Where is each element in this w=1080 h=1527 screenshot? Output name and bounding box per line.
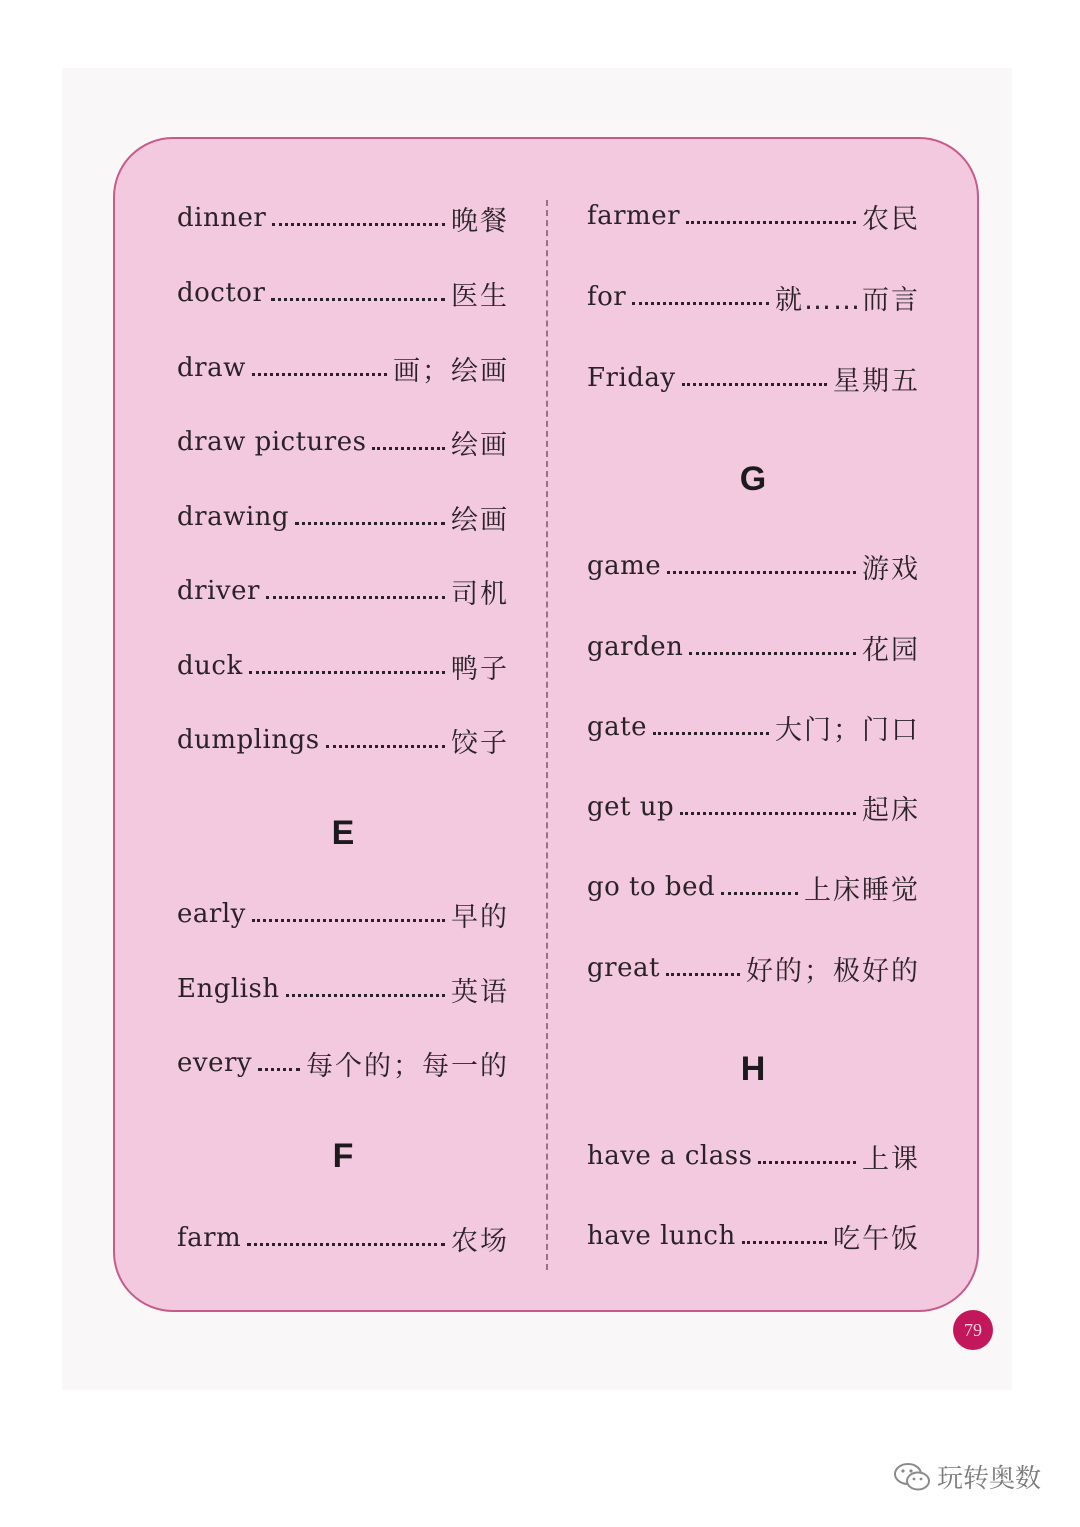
vocab-entry	[177, 720, 509, 760]
word-chinese: 农民	[862, 203, 920, 235]
vocab-entry	[177, 198, 509, 238]
word-chinese: 早的	[451, 901, 509, 933]
leader-dots	[266, 596, 445, 599]
word-chinese: 每个的；每一的	[306, 1050, 509, 1082]
leader-dots	[758, 1161, 856, 1164]
word-chinese: 英语	[451, 976, 509, 1008]
vocab-entry	[587, 546, 920, 586]
leader-dots	[247, 1243, 445, 1246]
vocab-entry	[177, 969, 509, 1009]
watermark-text: 玩转奥数	[937, 1464, 1042, 1494]
leader-dots	[286, 994, 445, 997]
word-english: game	[587, 551, 662, 581]
vocab-entry	[177, 894, 509, 934]
leader-dots	[249, 671, 445, 674]
word-english: draw	[177, 353, 246, 383]
word-chinese: 上床睡觉	[804, 874, 920, 906]
vocab-entry	[177, 1218, 509, 1258]
vocab-entry	[177, 422, 509, 462]
word-chinese: 饺子	[451, 727, 509, 759]
section-letter-h: H	[740, 1050, 766, 1088]
vocab-entry	[177, 273, 509, 313]
wechat-icon	[893, 1461, 931, 1493]
leader-dots	[653, 732, 769, 735]
word-english: English	[177, 974, 280, 1004]
leader-dots	[686, 221, 856, 224]
word-english: every	[177, 1048, 253, 1078]
vocab-entry	[587, 627, 920, 667]
word-chinese: 吃午饭	[833, 1223, 920, 1255]
leader-dots	[326, 745, 445, 748]
word-chinese: 绘画	[451, 504, 509, 536]
leader-dots	[252, 373, 387, 376]
page-number: 79	[953, 1310, 993, 1350]
word-chinese: 医生	[451, 280, 509, 312]
leader-dots	[272, 223, 445, 226]
word-chinese: 画；绘画	[393, 355, 509, 387]
leader-dots	[252, 919, 445, 922]
word-english: have a class	[587, 1141, 753, 1171]
word-english: go to bed	[587, 872, 716, 902]
leader-dots	[680, 812, 856, 815]
vocab-entry	[587, 707, 920, 747]
word-english: for	[587, 282, 627, 312]
word-chinese: 绘画	[451, 429, 509, 461]
vocab-entry	[177, 571, 509, 611]
word-chinese: 起床	[862, 794, 920, 826]
word-english: garden	[587, 632, 684, 662]
word-english: get up	[587, 792, 675, 822]
word-chinese: 司机	[451, 578, 509, 610]
word-chinese: 上课	[862, 1143, 920, 1175]
vocab-entry	[587, 1136, 920, 1176]
word-chinese: 星期五	[833, 365, 920, 397]
vocab-entry	[587, 787, 920, 827]
leader-dots	[682, 383, 827, 386]
word-english: early	[177, 899, 246, 929]
leader-dots	[372, 447, 445, 450]
leader-dots	[271, 298, 445, 301]
vocab-entry	[587, 948, 920, 988]
vocab-entry	[177, 497, 509, 537]
vocab-entry	[177, 1043, 509, 1083]
leader-dots	[632, 302, 769, 305]
word-english: dumplings	[177, 725, 320, 755]
word-english: have lunch	[587, 1221, 736, 1251]
word-chinese: 大门；门口	[775, 714, 920, 746]
leader-dots	[295, 522, 445, 525]
word-chinese: 好的；极好的	[746, 955, 920, 987]
section-letter-e: E	[331, 814, 355, 852]
word-chinese: 游戏	[862, 553, 920, 585]
vocab-entry	[587, 277, 920, 317]
vocab-entry	[177, 348, 509, 388]
word-english: farm	[177, 1223, 242, 1253]
word-english: duck	[177, 651, 243, 681]
word-english: doctor	[177, 278, 266, 308]
word-english: dinner	[177, 203, 267, 233]
leader-dots	[689, 652, 856, 655]
word-english: farmer	[587, 201, 681, 231]
leader-dots	[666, 973, 740, 976]
leader-dots	[742, 1241, 827, 1244]
word-chinese: 晚餐	[451, 205, 509, 237]
vocab-entry	[177, 646, 509, 686]
leader-dots	[721, 892, 798, 895]
word-english: drawing	[177, 502, 290, 532]
column-divider	[546, 200, 548, 1270]
vocab-entry	[587, 867, 920, 907]
section-letter-g: G	[739, 460, 767, 498]
word-chinese: 就……而言	[775, 284, 920, 316]
vocab-entry	[587, 358, 920, 398]
vocab-entry	[587, 1216, 920, 1256]
word-chinese: 农场	[451, 1225, 509, 1257]
word-english: Friday	[587, 363, 676, 393]
vocab-entry	[587, 196, 920, 236]
word-chinese: 花园	[862, 634, 920, 666]
word-english: draw pictures	[177, 427, 367, 457]
word-english: great	[587, 953, 660, 983]
section-letter-f: F	[332, 1137, 354, 1175]
leader-dots	[667, 571, 856, 574]
watermark	[893, 1458, 1041, 1495]
word-chinese: 鸭子	[451, 653, 509, 685]
word-english: driver	[177, 576, 260, 606]
word-english: gate	[587, 712, 647, 742]
leader-dots	[258, 1068, 300, 1071]
